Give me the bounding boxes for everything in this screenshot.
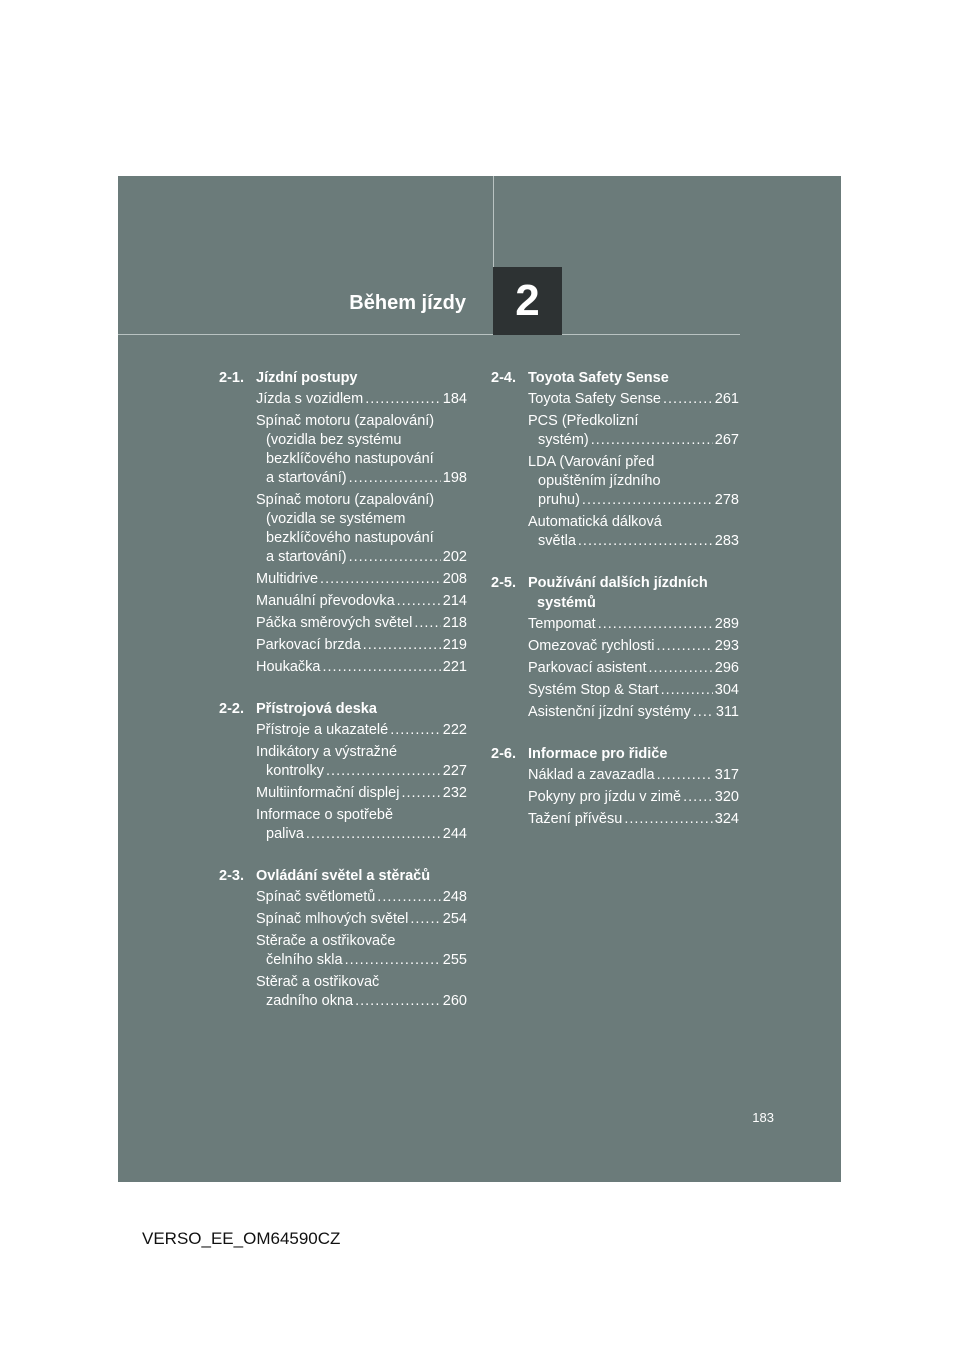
entry-text-line: Stěrač a ostřikovač (256, 974, 380, 990)
dot-leader (657, 766, 713, 785)
toc-entry[interactable] (528, 412, 739, 450)
toc-entry[interactable] (256, 570, 467, 589)
entry-text: a startování) (266, 470, 347, 486)
dot-leader (306, 825, 441, 844)
entry-text: Omezovač rychlosti (528, 638, 655, 654)
toc-section (491, 744, 739, 829)
entry-text-line: Spínač motoru (zapalování) (256, 413, 435, 429)
entry-last-line (256, 784, 467, 803)
toc-entry[interactable] (256, 491, 467, 567)
toc-entry[interactable] (528, 810, 739, 829)
toc-section (491, 368, 739, 551)
divider-horizontal (118, 334, 740, 335)
entry-text: Parkovací brzda (256, 637, 361, 653)
toc-entry[interactable] (528, 637, 739, 656)
toc-entry[interactable] (256, 658, 467, 677)
entry-last-line (528, 532, 739, 551)
entry-page-number: 261 (714, 391, 739, 407)
dot-leader (363, 636, 441, 655)
section-number: 2-2. (219, 701, 244, 717)
entry-last-line (256, 825, 467, 844)
entry-last-line (256, 888, 467, 907)
entry-text: Tažení přívěsu (528, 811, 623, 827)
entry-text: čelního skla (266, 952, 343, 968)
entry-last-line (528, 637, 739, 656)
entry-text: Náklad a zavazadla (528, 767, 655, 783)
dot-leader (397, 592, 441, 611)
section-heading (491, 368, 739, 388)
entry-last-line (528, 703, 739, 722)
entry-page-number: 293 (714, 638, 739, 654)
entry-page-number: 296 (714, 660, 739, 676)
page-number: 183 (752, 1110, 774, 1125)
entry-text-line: PCS (Předkolizní (528, 413, 639, 429)
entry-page-number: 214 (442, 593, 467, 609)
entry-text: Manuální převodovka (256, 593, 395, 609)
section-title-line: Jízdní postupy (256, 370, 358, 386)
dot-leader (349, 469, 441, 488)
dot-leader (693, 703, 714, 722)
entry-text: Toyota Safety Sense (528, 391, 661, 407)
toc-entry[interactable] (528, 703, 739, 722)
dot-leader (326, 762, 441, 781)
entry-page-number: 218 (442, 615, 467, 631)
toc-entry[interactable] (256, 390, 467, 409)
entry-text: Tempomat (528, 616, 596, 632)
toc-section (491, 573, 739, 722)
dot-leader (365, 390, 441, 409)
dot-leader (624, 810, 712, 829)
entry-text: a startování) (266, 549, 347, 565)
entry-text: Multidrive (256, 571, 319, 587)
entry-last-line (528, 766, 739, 785)
entry-text-line: bezklíčového nastupování (266, 530, 434, 546)
section-title (256, 699, 467, 719)
document-code: VERSO_EE_OM64590CZ (142, 1229, 341, 1248)
entry-text: kontrolky (266, 763, 325, 779)
entry-last-line (528, 390, 739, 409)
section-number: 2-3. (219, 868, 244, 884)
entry-last-line (528, 788, 739, 807)
entry-text: systém) (538, 432, 589, 448)
dot-leader (591, 431, 713, 450)
section-heading (219, 699, 467, 719)
toc-entry[interactable] (256, 636, 467, 655)
section-heading (219, 368, 467, 388)
entry-text: světla (538, 533, 576, 549)
toc-entry[interactable] (528, 453, 739, 510)
dot-leader (377, 888, 441, 907)
entry-text: Multiinformační displej (256, 785, 400, 801)
entry-text: Parkovací asistent (528, 660, 647, 676)
dot-leader (410, 910, 440, 929)
entry-page-number: 248 (442, 889, 467, 905)
dot-leader (390, 721, 441, 740)
dot-leader (683, 788, 713, 807)
entry-last-line (256, 548, 467, 567)
entry-page-number: 317 (714, 767, 739, 783)
section-heading (219, 866, 467, 886)
entry-text-line: (vozidla se systémem (266, 511, 406, 527)
toc-column-right (491, 368, 739, 851)
entry-page-number: 254 (442, 911, 467, 927)
entry-page-number: 289 (714, 616, 739, 632)
section-title (528, 744, 739, 764)
entry-last-line (256, 951, 467, 970)
entry-text: Spínač světlometů (256, 889, 376, 905)
section-heading (491, 744, 739, 764)
dot-leader (401, 784, 440, 803)
entry-last-line (256, 614, 467, 633)
entry-last-line (256, 636, 467, 655)
dot-leader (663, 390, 713, 409)
divider-vertical (493, 176, 494, 268)
entry-page-number: 219 (442, 637, 467, 653)
dot-leader (598, 615, 713, 634)
dot-leader (320, 570, 441, 589)
section-title-line: Přístrojová deska (256, 701, 377, 717)
toc-entry[interactable] (256, 910, 467, 929)
entry-page-number: 208 (442, 571, 467, 587)
dot-leader (657, 637, 713, 656)
toc-entry[interactable] (256, 614, 467, 633)
dot-leader (355, 992, 441, 1011)
section-title-line: Používání dalších jízdních (528, 575, 708, 591)
entry-page-number: 278 (714, 492, 739, 508)
entry-text-line: Indikátory a výstražné (256, 744, 398, 760)
toc-entry[interactable] (528, 788, 739, 807)
toc-entry[interactable] (256, 806, 467, 844)
entry-page-number: 198 (442, 470, 467, 486)
entry-text: pruhu) (538, 492, 580, 508)
entry-last-line (256, 390, 467, 409)
entry-page-number: 320 (714, 789, 739, 805)
section-title (528, 573, 739, 613)
toc-entry[interactable] (528, 766, 739, 785)
entry-last-line (256, 570, 467, 589)
toc-entry[interactable] (256, 784, 467, 803)
entry-text: Systém Stop & Start (528, 682, 659, 698)
entry-last-line (256, 469, 467, 488)
entry-text-line: Spínač motoru (zapalování) (256, 492, 435, 508)
toc-section (219, 699, 467, 844)
entry-text: paliva (266, 826, 304, 842)
section-title-line: Informace pro řidiče (528, 746, 668, 762)
dot-leader (349, 548, 441, 567)
entry-last-line (528, 810, 739, 829)
entry-last-line (256, 992, 467, 1011)
entry-last-line (256, 658, 467, 677)
entry-page-number: 184 (442, 391, 467, 407)
entry-page-number: 267 (714, 432, 739, 448)
toc-entry[interactable] (256, 888, 467, 907)
toc-entry[interactable] (256, 743, 467, 781)
dot-leader (578, 532, 713, 551)
entry-last-line (528, 491, 739, 510)
dot-leader (345, 951, 441, 970)
chapter-number: 2 (493, 267, 562, 335)
dot-leader (582, 491, 713, 510)
section-number: 2-6. (491, 746, 516, 762)
entry-page-number: 304 (714, 682, 739, 698)
toc-entry[interactable] (528, 390, 739, 409)
toc-entry[interactable] (256, 932, 467, 970)
entry-page-number: 311 (715, 704, 739, 720)
toc-entry[interactable] (528, 615, 739, 634)
toc-entry[interactable] (256, 412, 467, 488)
toc-section (219, 368, 467, 677)
entry-text: zadního okna (266, 993, 354, 1009)
entry-text: Houkačka (256, 659, 321, 675)
entry-page-number: 222 (442, 722, 467, 738)
section-title (256, 866, 467, 886)
entry-page-number: 283 (714, 533, 739, 549)
dot-leader (661, 681, 713, 700)
toc-entry[interactable] (528, 659, 739, 678)
entry-page-number: 255 (442, 952, 467, 968)
entry-text: Asistenční jízdní systémy (528, 704, 691, 720)
section-title-line: Toyota Safety Sense (528, 370, 669, 386)
entry-page-number: 324 (714, 811, 739, 827)
toc-column-left (219, 368, 467, 1033)
entry-last-line (256, 910, 467, 929)
dot-leader (414, 614, 440, 633)
entry-text: Pokyny pro jízdu v zimě (528, 789, 682, 805)
entry-last-line (528, 615, 739, 634)
toc-entry[interactable] (256, 721, 467, 740)
section-heading (491, 573, 739, 613)
entry-last-line (528, 659, 739, 678)
entry-text: Přístroje a ukazatelé (256, 722, 389, 738)
entry-text-line: Stěrače a ostřikovače (256, 933, 396, 949)
entry-text-line: bezklíčového nastupování (266, 451, 434, 467)
toc-entry[interactable] (528, 681, 739, 700)
section-number: 2-4. (491, 370, 516, 386)
section-title-line: Ovládání světel a stěračů (256, 868, 431, 884)
entry-text-line: Automatická dálková (528, 514, 662, 530)
dot-leader (648, 659, 712, 678)
section-title (528, 368, 739, 388)
section-title-line: systémů (537, 595, 596, 611)
entry-last-line (528, 431, 739, 450)
entry-page-number: 202 (442, 549, 467, 565)
section-title (256, 368, 467, 388)
chapter-title: Během jízdy (349, 292, 466, 314)
entry-last-line (528, 681, 739, 700)
entry-page-number: 260 (442, 993, 467, 1009)
dot-leader (322, 658, 440, 677)
entry-text: Spínač mlhových světel (256, 911, 409, 927)
toc-entry[interactable] (256, 592, 467, 611)
entry-text-line: (vozidla bez systému (266, 432, 402, 448)
entry-last-line (256, 762, 467, 781)
toc-entry[interactable] (256, 973, 467, 1011)
entry-page-number: 232 (442, 785, 467, 801)
entry-page-number: 221 (442, 659, 467, 675)
section-number: 2-1. (219, 370, 244, 386)
section-number: 2-5. (491, 575, 516, 591)
entry-text: Jízda s vozidlem (256, 391, 364, 407)
entry-last-line (256, 721, 467, 740)
entry-text-line: LDA (Varování před (528, 454, 655, 470)
entry-text: Páčka směrových světel (256, 615, 413, 631)
entry-page-number: 227 (442, 763, 467, 779)
entry-last-line (256, 592, 467, 611)
entry-page-number: 244 (442, 826, 467, 842)
entry-text-line: opuštěním jízdního (538, 473, 661, 489)
toc-entry[interactable] (528, 513, 739, 551)
toc-section (219, 866, 467, 1011)
entry-text-line: Informace o spotřebě (256, 807, 394, 823)
